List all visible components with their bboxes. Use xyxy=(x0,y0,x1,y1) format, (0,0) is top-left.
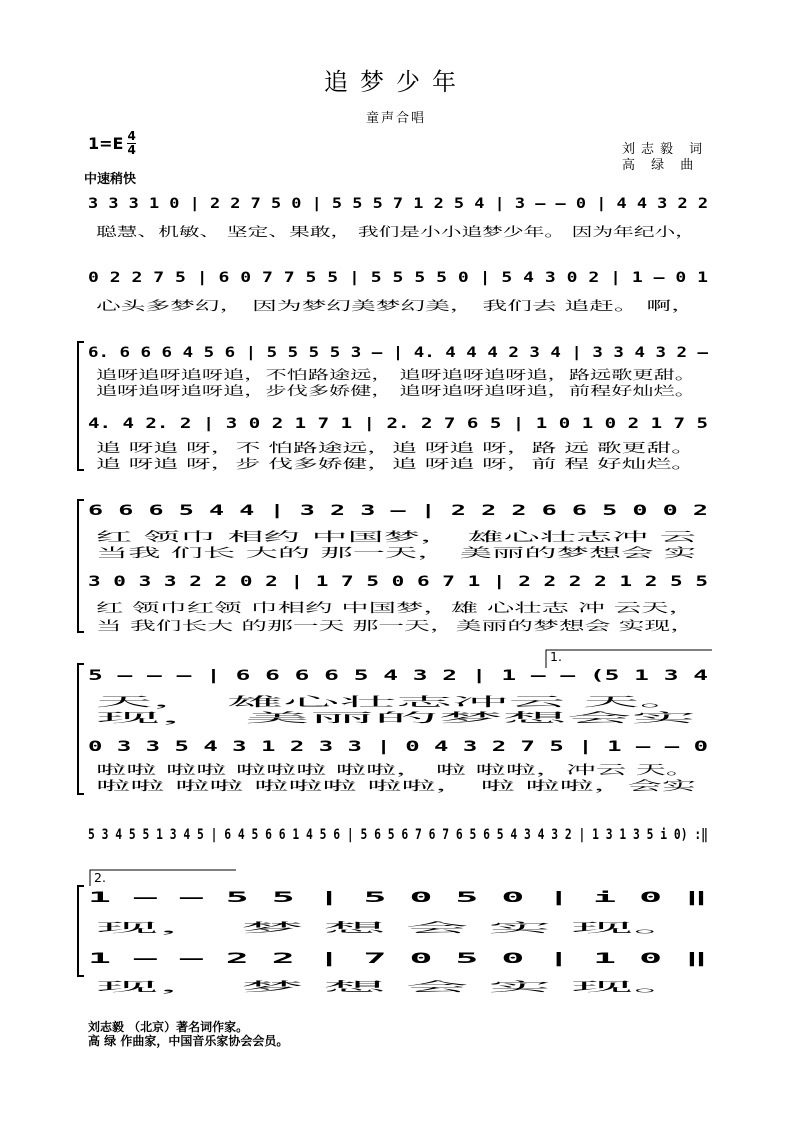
notation-row: 4. 4 2. 2 | 3 0 2 1 7 1 | 2. 2 7 6 5 | 1 0 1 0 2 1 7 5 xyxy=(88,416,708,432)
lyrics-row: 当我 们长 大的 那一天， 美丽的梦想会 实 xyxy=(96,545,696,560)
volta-2-label: 2. xyxy=(94,870,106,885)
lyricist-credit: 刘志毅 词 xyxy=(622,142,709,157)
composer-credit: 高 绿 曲 xyxy=(622,158,700,173)
lyrics-row: 红 领巾 相约 中国梦， 雄心壮志冲 云 xyxy=(96,529,698,544)
notation-row: 3 3 3 1 0 | 2 2 7 5 0 | 5 5 5 7 1 2 5 4 | 3 – – 0 | 4 4 3 2 2 xyxy=(88,196,708,212)
lyrics-row: 啦啦 啦啦 啦啦啦 啦啦， 啦 啦啦，冲云 天。 xyxy=(96,762,696,777)
notation-row: 6. 6 6 6 4 5 6 | 5 5 5 5 3 – | 4. 4 4 4 2 3 4 | 3 3 4 3 2 – xyxy=(88,345,709,361)
notation-row: 3 0 3 3 2 2 0 2 | 1 7 5 0 6 7 1 | 2 2 2 2 1 2 5 5 xyxy=(88,574,708,590)
notation-row: 5 3 4 5 5 1 3 4 5 | 6 4 5 6 6 1 4 5 6 | 5 6 5 6 7 6 7 6 5 6 5 4 3 4 3 2 | 1 3 1 3 5 i 0) :‖ xyxy=(88,827,708,843)
footnote-composer: 高 绿 作曲家，中国音乐家协会会员。 xyxy=(88,1034,289,1048)
key-label: 1=E xyxy=(88,134,124,153)
lyrics-row: 现， 梦 想 会 实 现。 xyxy=(96,920,696,935)
lyrics-row: 啦啦 啦啦 啦啦啦 啦啦， 啦 啦啦，会实 xyxy=(96,778,696,793)
lyrics-row: 当 我们长大 的那一天 那一天，美丽的梦想会 实现， xyxy=(96,618,696,633)
time-sig-top: 4 xyxy=(127,129,136,143)
footnote-lyricist: 刘志毅 （北京）著名词作家。 xyxy=(88,1020,249,1034)
lyrics-row: 追 呀追 呀，步 伐多娇健，追 呀追 呀，前 程 好灿烂。 xyxy=(96,456,696,471)
volta-1-label: 1. xyxy=(550,649,562,664)
notation-row: 5 – – – | 6 6 6 6 5 4 3 2 | 1 – – (5 1 3 4 xyxy=(88,668,708,684)
lyrics-row: 现， 美丽的梦想会实 xyxy=(96,710,696,725)
lyrics-row: 聪慧、机敏、 坚定、果敢， 我们是小小追梦少年。 因为年纪小， xyxy=(96,224,696,239)
lyrics-row: 天， 雄心壮志冲云 天。 xyxy=(96,694,696,709)
notation-row: 6 6 6 5 4 4 | 3 2 3 – | 2 2 2 6 6 5 0 0 2 xyxy=(88,503,708,519)
notation-row: 1 – – 2 2 | 7 0 5 0 | 1 0 ‖ xyxy=(88,951,708,967)
lyrics-row: 心头多梦幻， 因为梦幻美梦幻美， 我们去 追赶。 啊， xyxy=(96,298,696,313)
lyrics-row: 现， 梦 想 会 实 现。 xyxy=(96,979,696,994)
tempo-marking: 中速稍快 xyxy=(84,172,137,187)
song-subtitle: 童声合唱 xyxy=(365,111,426,126)
lyrics-row: 追 呀追 呀，不 怕路途远，追 呀追 呀，路 远 歌更甜。 xyxy=(96,440,696,455)
score-brackets xyxy=(78,342,84,976)
lyrics-row: 红 领巾红领 巾相约 中国梦，雄 心壮志 冲 云天， xyxy=(96,600,696,615)
lyrics-row: 追呀追呀追呀追，步伐多娇健， 追呀追呀追呀追，前程好灿烂。 xyxy=(96,383,696,398)
score-system-rows xyxy=(88,196,709,994)
lyrics-row: 追呀追呀追呀追，不怕路途远， 追呀追呀追呀追，路远歌更甜。 xyxy=(96,367,696,382)
notation-row: 1 – – 5 5 | 5 0 5 0 | i 0 ‖ xyxy=(88,890,708,906)
song-title: 追梦少年 xyxy=(324,68,468,96)
time-sig-bottom: 4 xyxy=(127,143,136,157)
notation-row: 0 2 2 7 5 | 6 0 7 7 5 5 | 5 5 5 5 0 | 5 4 3 0 2 | 1 – 0 1 xyxy=(88,270,708,286)
notation-row: 0 3 3 5 4 3 1 2 3 3 | 0 4 3 2 7 5 | 1 – – 0 xyxy=(88,739,708,755)
